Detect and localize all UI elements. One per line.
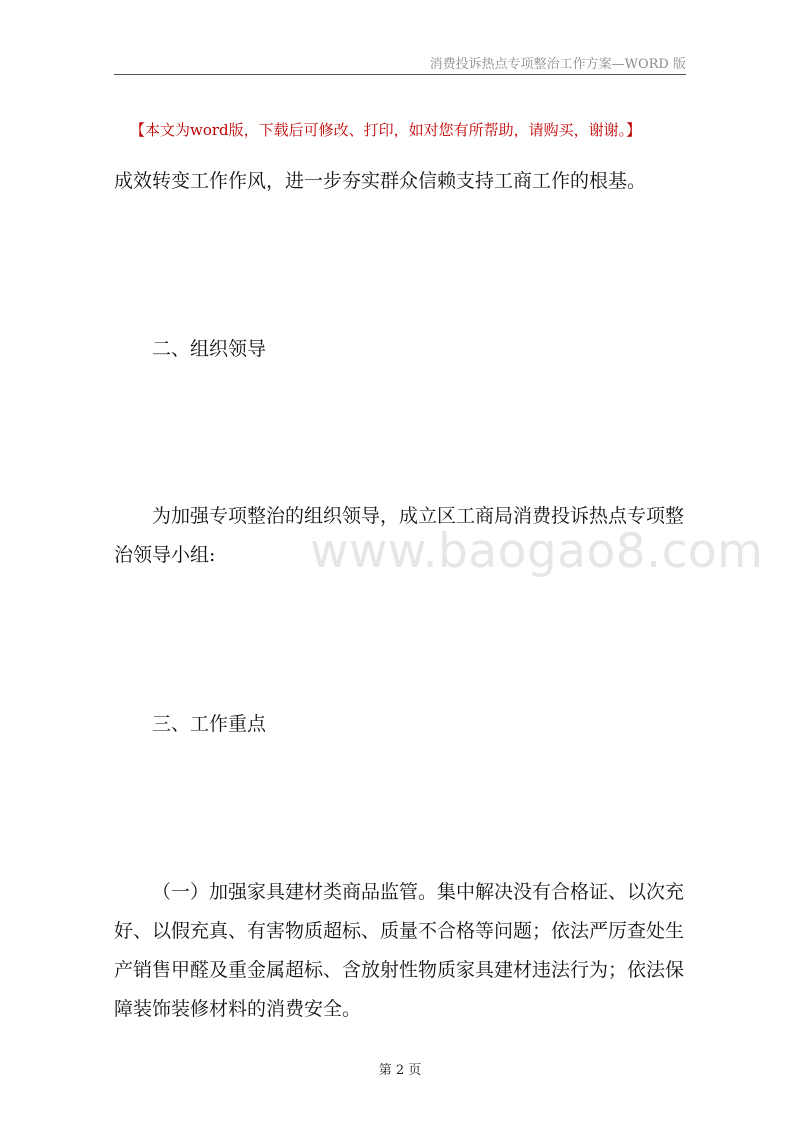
paragraph-3: （一）加强家具建材类商品监管。集中解决没有合格证、以次充好、以假充真、有害物质超标、质量不合格等问题；依法严厉查处生产销售甲醛及重金属超标、含放射性物质家具建材违法行为；依法保障装饰装修材料的消费安全。 xyxy=(114,881,685,1020)
section-heading-work-focus: 三、工作重点 xyxy=(152,713,267,735)
section-heading-organization: 二、组织领导 xyxy=(152,338,267,360)
download-notice: 【本文为word版，下载后可修改、打印，如对您有所帮助，请购买，谢谢。】 xyxy=(130,121,642,139)
header-divider xyxy=(114,74,686,75)
paragraph-2: 为加强专项整治的组织领导，成立区工商局消费投诉热点专项整治领导小组: xyxy=(114,505,685,566)
watermark: www.baogao8.com xyxy=(310,524,764,579)
page-number: 第 2 页 xyxy=(378,1063,422,1078)
header-title: 消费投诉热点专项整治工作方案—WORD 版 xyxy=(429,57,686,72)
paragraph-1: 成效转变工作作风，进一步夯实群众信赖支持工商工作的根基。 xyxy=(114,170,647,192)
